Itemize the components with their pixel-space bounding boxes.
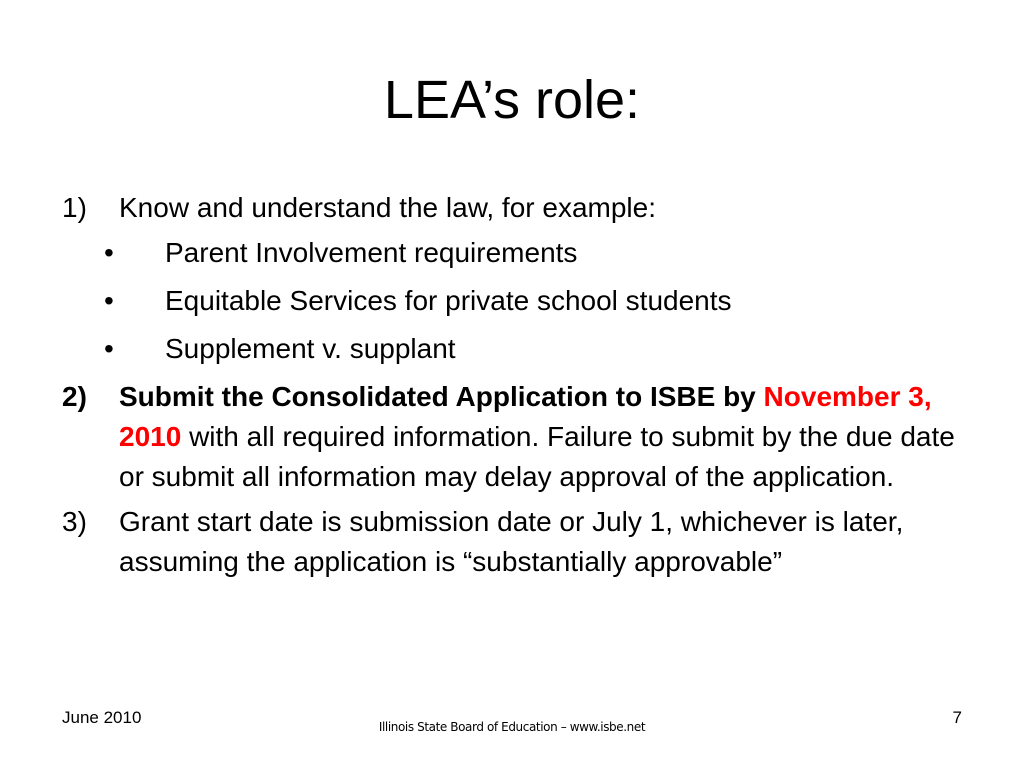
- sub-bullet-3: [62, 329, 962, 369]
- sub-bullet-text-3: Supplement v. supplant: [165, 333, 456, 364]
- list-item-1: [62, 188, 962, 228]
- list-number-2: 2): [62, 381, 87, 412]
- sub-bullet-text-2: Equitable Services for private school students: [165, 285, 732, 316]
- footer-organization: Illinois State Board of Education – www.isbe.net: [378, 720, 646, 734]
- list-number-1: 1): [62, 192, 87, 223]
- footer-date: June 2010: [62, 708, 142, 727]
- list-item-3: [62, 502, 962, 582]
- bullet-icon: •: [104, 333, 114, 364]
- list-text-1: Know and understand the law, for example:: [119, 192, 657, 223]
- list-text-2-rest: with all required information. Failure to submit by the due date or submit all information may delay approval of the application.: [119, 421, 955, 492]
- list-text-3: Grant start date is submission date or July 1, whichever is later, assuming the application is “substantially approvable”: [119, 506, 904, 577]
- bullet-icon: •: [104, 285, 114, 316]
- slide-content: [62, 188, 962, 587]
- list-text-2-bold: Submit the Consolidated Application to ISBE by: [119, 381, 756, 412]
- page-number: 7: [952, 708, 962, 727]
- list-number-3: 3): [62, 506, 87, 537]
- sub-bullet-2: [62, 281, 962, 321]
- list-item-2: [62, 377, 962, 497]
- slide-title: LEA’s role:: [383, 70, 641, 130]
- due-date: November 3, 2010: [119, 381, 932, 452]
- sub-bullet-text-1: Parent Involvement requirements: [165, 237, 578, 268]
- bullet-icon: •: [104, 237, 114, 268]
- sub-bullet-1: [62, 233, 962, 273]
